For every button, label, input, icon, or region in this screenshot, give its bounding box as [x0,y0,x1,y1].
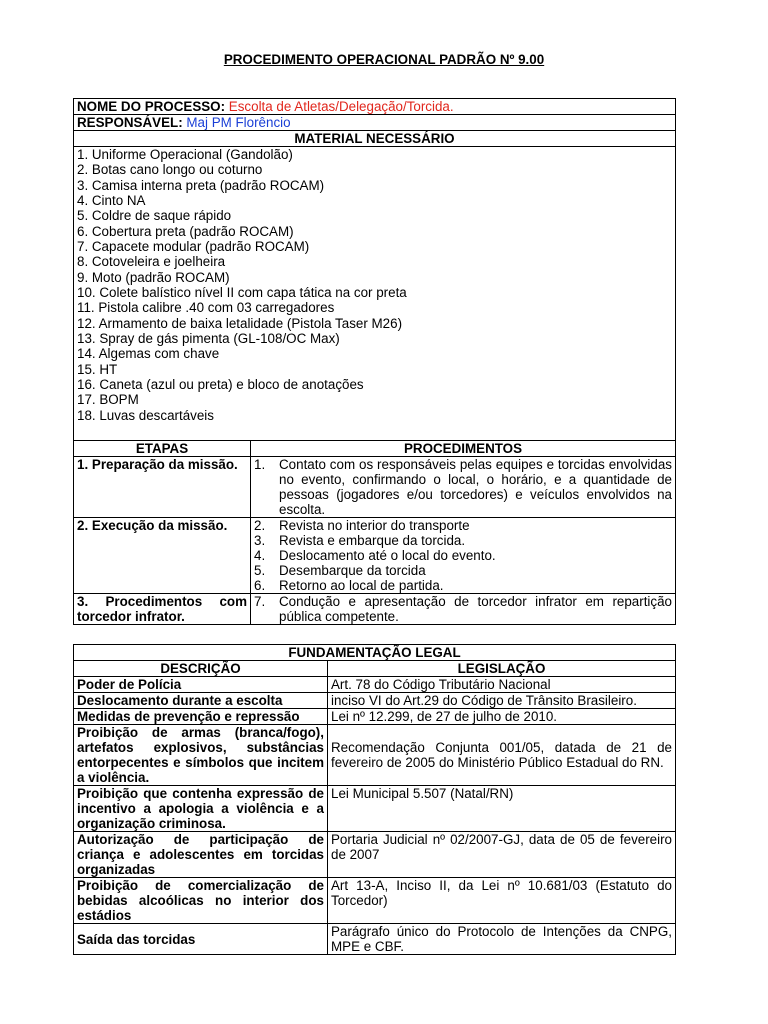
legal-legislacao: Art. 78 do Código Tributário Nacional [328,677,676,693]
material-item: 2. Botas cano longo ou coturno [77,162,263,178]
legal-legislacao: Parágrafo único do Protocolo de Intenções da CNPG, MPE e CBF. [328,924,676,955]
material-item: 17. BOPM [77,392,139,408]
proc-text: Desembarque da torcida [279,562,426,578]
materials-header-row [74,131,676,147]
material-item: 11. Pistola calibre .40 com 03 carregadores [77,300,335,316]
legal-row [74,693,676,709]
proc-number: 7. [254,593,266,609]
material-item: 4. Cinto NA [77,192,146,208]
material-item: 3. Camisa interna preta (padrão ROCAM) [77,177,325,193]
legal-table [73,644,676,955]
steps-header-row [74,440,676,456]
legal-legislacao: Lei Municipal 5.507 (Natal/RN) [328,786,676,832]
material-item: 7. Capacete modular (padrão ROCAM) [77,238,310,254]
legal-legislacao: Lei nº 12.299, de 27 de julho de 2010. [328,709,676,725]
etapas-header: ETAPAS [74,440,251,456]
proc-number: 2. [254,517,266,533]
legal-row [74,709,676,725]
proc-text: Revista no interior do transporte [279,517,470,533]
responsible-label: RESPONSÁVEL: [77,115,183,130]
proc-text: Deslocamento até o local do evento. [279,547,496,563]
legal-descricao: Saída das torcidas [74,924,328,955]
step-row [74,456,676,517]
process-name-value: Escolta de Atletas/Delegação/Torcida. [228,99,454,114]
material-item: 14. Algemas com chave [77,346,220,362]
legal-legislacao: Art 13-A, Inciso II, da Lei nº 10.681/03 (Estatuto do Torcedor) [328,878,676,924]
legal-header: FUNDAMENTAÇÃO LEGAL [74,645,676,661]
legal-row [74,725,676,786]
proc-text: Condução e apresentação de torcedor infrator em repartição pública competente. [279,593,672,624]
material-item: 15. HT [77,361,118,377]
legal-row [74,878,676,924]
legal-row [74,924,676,955]
step-procedimentos [251,517,676,593]
material-item: 18. Luvas descartáveis [77,407,214,423]
step-etapa: 2. Execução da missão. [74,517,251,593]
legal-legislacao: Recomendação Conjunta 001/05, datada de 21 de fevereiro de 2005 do Ministério Público Estadual do RN. [328,725,676,786]
material-item: 16. Caneta (azul ou preta) e bloco de anotações [77,376,364,392]
proc-text: Revista e embarque da torcida. [279,532,466,548]
proc-text: Retorno ao local de partida. [279,577,444,593]
legal-descricao: Proibição de armas (branca/fogo), artefatos explosivos, substâncias entorpecentes e símbolos que incitem a violência. [74,725,328,786]
proc-text: Contato com os responsáveis pelas equipes e torcidas envolvidas no evento, confirmando o local, o horário, e a quantidade de pessoas (jogadores e/ou torcedores) e veículos envolvidos na escolta. [279,456,672,517]
legal-descricao: Medidas de prevenção e repressão [74,709,328,725]
step-row [74,517,676,593]
material-item: 12. Armamento de baixa letalidade (Pistola Taser M26) [77,315,403,331]
legal-row [74,832,676,878]
responsible-value: Maj PM Florêncio [186,115,291,130]
step-etapa: 3. Procedimentos com torcedor infrator. [74,593,251,624]
proc-number: 6. [254,577,266,593]
legal-descricao: Poder de Polícia [74,677,328,693]
legal-descricao: Proibição de comercialização de bebidas alcoólicas no interior dos estádios [74,878,328,924]
procedimentos-header: PROCEDIMENTOS [251,440,676,456]
page-title: PROCEDIMENTO OPERACIONAL PADRÃO Nº 9.00 [223,52,545,67]
material-item: 5. Coldre de saque rápido [77,208,232,224]
material-item: 9. Moto (padrão ROCAM) [77,269,230,285]
material-item: 6. Cobertura preta (padrão ROCAM) [77,223,294,239]
responsible-row [74,115,676,131]
material-item: 8. Cotoveleira e joelheira [77,254,226,270]
step-procedimentos [251,593,676,624]
materials-list [74,147,676,441]
proc-number: 4. [254,547,266,563]
materials-list-row [74,147,676,441]
step-procedimentos [251,456,676,517]
legal-header-row [74,645,676,661]
legal-row [74,786,676,832]
material-item: 13. Spray de gás pimenta (GL-108/OC Max) [77,330,340,346]
descricao-header: DESCRIÇÃO [74,661,328,677]
material-item: 1. Uniforme Operacional (Gandolão) [77,147,293,162]
procedure-table [73,98,676,625]
legal-row [74,677,676,693]
process-name-row [74,99,676,115]
proc-number: 3. [254,532,266,548]
proc-number: 1. [254,456,266,472]
legal-descricao: Proibição que contenha expressão de incentivo a apologia a violência e a organização criminosa. [74,786,328,832]
legal-descricao: Autorização de participação de criança e adolescentes em torcidas organizadas [74,832,328,878]
step-etapa: 1. Preparação da missão. [74,456,251,517]
step-row [74,593,676,624]
proc-number: 5. [254,562,266,578]
legal-legislacao: inciso VI do Art.29 do Código de Trânsito Brasileiro. [328,693,676,709]
legislacao-header: LEGISLAÇÃO [328,661,676,677]
legal-legislacao: Portaria Judicial nº 02/2007-GJ, data de 05 de fevereiro de 2007 [328,832,676,878]
process-name-label: NOME DO PROCESSO: [77,99,226,114]
material-item: 10. Colete balístico nível II com capa tática na cor preta [77,284,407,300]
legal-columns-row [74,661,676,677]
legal-descricao: Deslocamento durante a escolta [74,693,328,709]
materials-header: MATERIAL NECESSÁRIO [74,131,676,147]
